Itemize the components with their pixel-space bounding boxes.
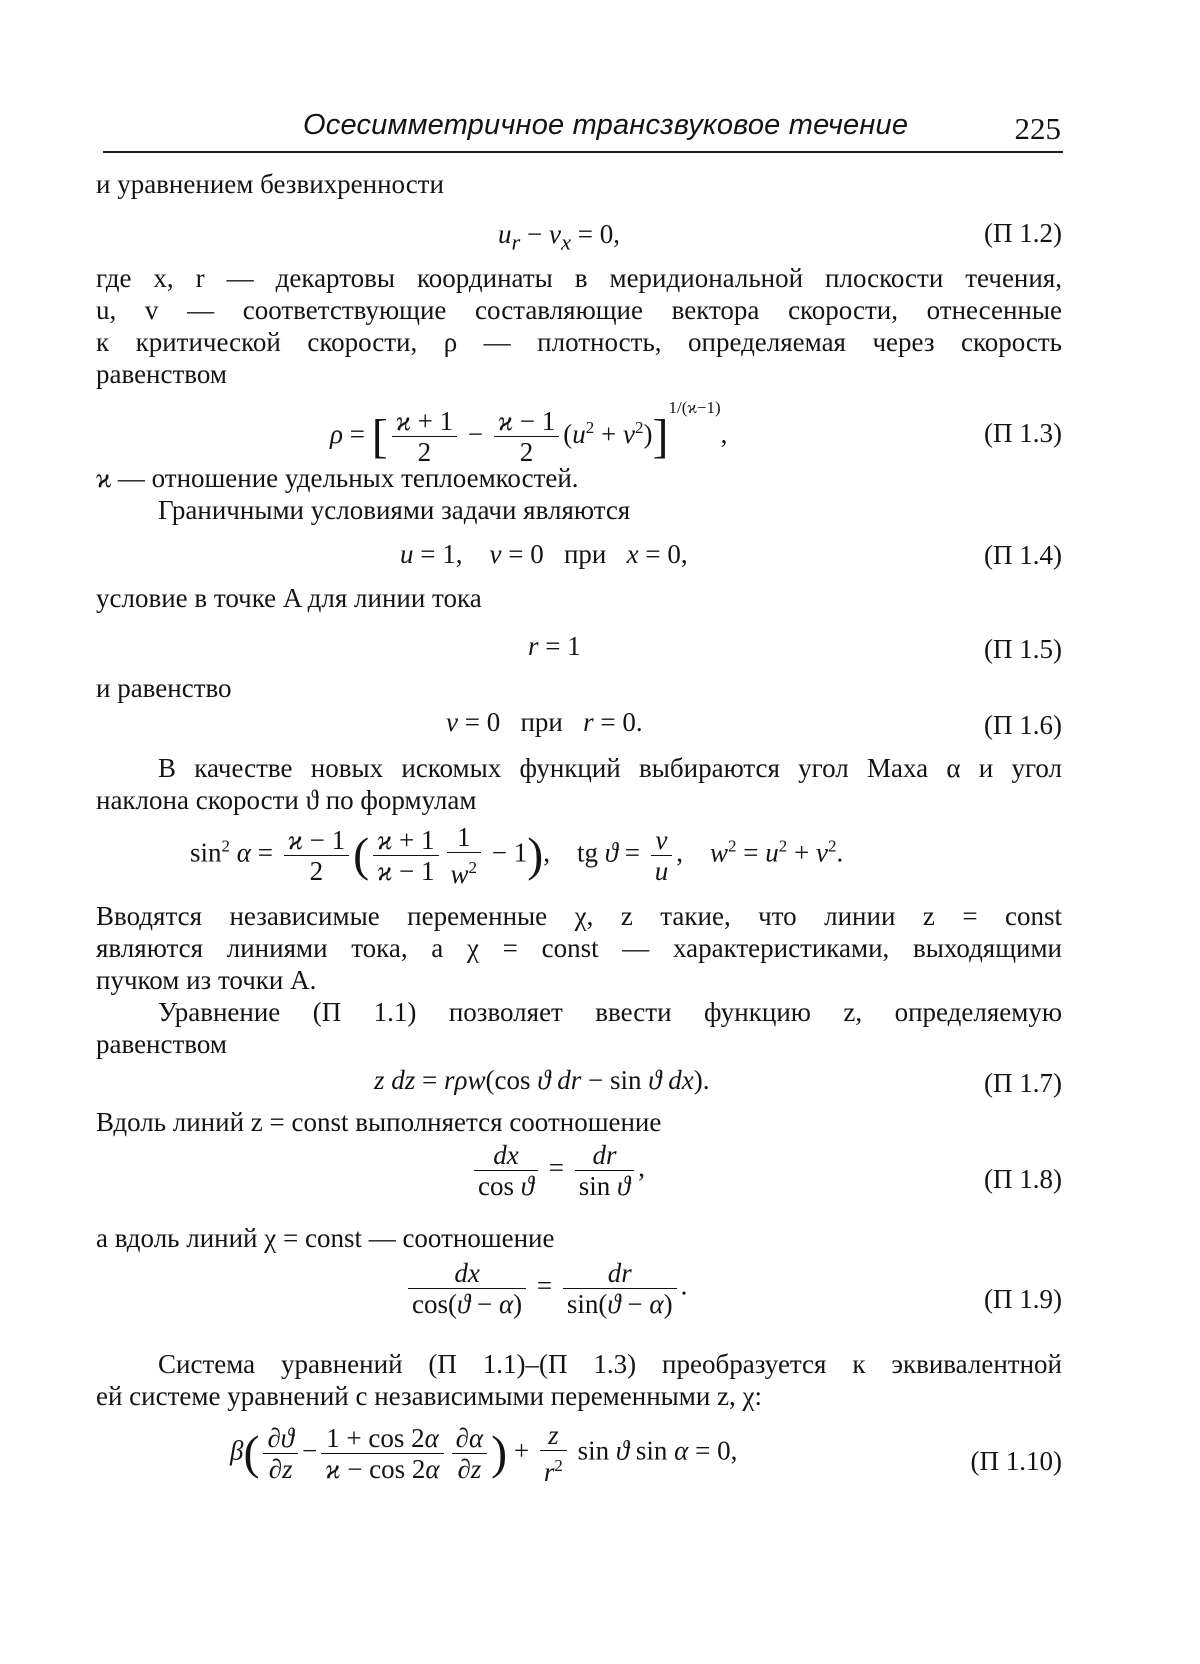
equation-1-5: r = 1 [528,631,581,661]
equation-1-8: $\frac{dx}{\text{cos ϑ}}$ = $\frac{dr}{\text{sin ϑ}}$ , [470,1140,645,1201]
mach-angle-formula: $\sin^2 \alpha$ = $\frac{ϰ - 1}{2}$ ( $\frac{ϰ + 1}{ϰ - 1}$ $\frac{1}{w^2}$ − 1), tg ϑ = $\frac{v}{u}$ , $w^2 = u^2 + v^2$. [190,822,844,889]
equation-label: (П 1.9) [984,1284,1062,1314]
equation-1-10: β( $\frac{\partial ϑ}{\partial z}$ − $\frac{1 + \cos 2\alpha}{ϰ - \cos 2\alpha}$ $\frac{\partial\alpha}{\partial z}$ ) + $\frac{z}{r^2}$ sin ϑ sin α = 0, [230,1420,738,1487]
text-line: и уравнением безвихренности [96,169,444,199]
text-line: равенством [96,1029,227,1059]
equation-label: (П 1.6) [984,710,1062,740]
text-line: наклона скорости ϑ по формулам [96,785,477,815]
equation-label: (П 1.8) [984,1164,1062,1194]
running-title: Осесимметричное трансзвуковое течение [303,109,909,141]
equation-label: (П 1.4) [984,540,1062,570]
equation-label: (П 1.7) [984,1068,1062,1098]
equation-1-2: $u_r - v_x = 0$, [498,219,620,255]
text-line: где x, r — декартовы координаты в меридиональной плоскости течения, [96,263,1062,293]
text-line: Вводятся независимые переменные χ, z такие, что линии z = const [96,901,1062,931]
equation-1-6: v = 0 при r = 0. [446,707,643,737]
text-line: а вдоль линий χ = const — соотношение [96,1223,555,1253]
text-line: u, v — соответствующие составляющие вектора скорости, отнесенные [96,295,1062,325]
text-line: равенством [96,359,227,389]
equation-label: (П 1.3) [984,418,1062,448]
text-line: Вдоль линий z = const выполняется соотношение [96,1107,662,1137]
running-header [103,105,1063,153]
text-line: Система уравнений (П 1.1)–(П 1.3) преобразуется к эквивалентной [158,1349,1062,1379]
page-number: 225 [1014,111,1061,146]
equation-1-9: $\frac{dx}{\cos(ϑ - \alpha)}$ = $\frac{dr}{\sin(ϑ - \alpha)}$ . [404,1258,687,1319]
equation-label: (П 1.5) [984,634,1062,664]
text-line: Граничными условиями задачи являются [158,495,631,525]
text-line: пучком из точки A. [96,965,317,995]
text-line: условие в точке A для линии тока [96,583,482,613]
text-line: В качестве новых искомых функций выбираются угол Маха α и угол [158,753,1062,783]
text-line: ей системе уравнений с независимыми переменными z, χ: [96,1381,763,1411]
equation-label: (П 1.2) [984,218,1062,248]
text-line: Уравнение (П 1.1) позволяет ввести функцию z, определяемую [158,997,1062,1027]
text-line: ϰ — отношение удельных теплоемкостей. [96,463,579,493]
equation-1-3: ρ = [ $\frac{ϰ + 1}{2}$ − $\frac{ϰ - 1}{2}$ $(u^2 + v^2)]^{1/(ϰ-1)}$, [330,398,728,468]
equation-1-4: u = 1, v = 0 при x = 0, [400,539,688,569]
text-line: и равенство [96,673,232,703]
equation-label: (П 1.10) [970,1446,1062,1476]
text-line: к критической скорости, ρ — плотность, определяемая через скорость [96,327,1062,357]
equation-1-7: z dz = rρw(cos ϑ dr − sin ϑ dx). [374,1065,710,1095]
text-line: являются линиями тока, а χ = const — характеристиками, выходящими [96,933,1062,963]
